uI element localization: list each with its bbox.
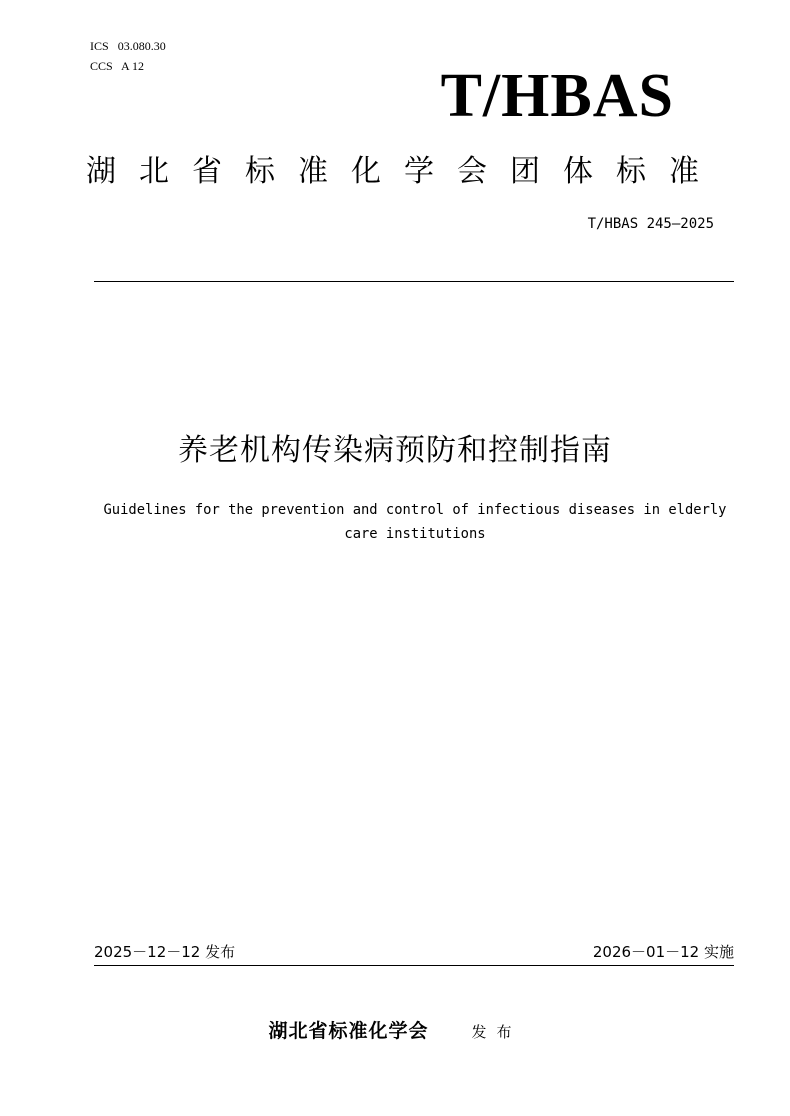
publish-date: 2025－12－12 发布 <box>94 943 236 961</box>
document-title-chinese: 养老机构传染病预防和控制指南 <box>178 433 612 468</box>
publisher-action: 发布 <box>471 1023 522 1041</box>
ics-code: 03.080.30 <box>117 39 166 53</box>
publisher-line <box>0 1017 790 1046</box>
bottom-divider <box>94 965 734 966</box>
ics-label: ICS <box>90 39 109 53</box>
publisher-name: 湖北省标准化学会 <box>268 1020 429 1042</box>
standard-number: T/HBAS 245—2025 <box>587 216 714 232</box>
top-divider <box>94 281 734 282</box>
document-title-english: Guidelines for the prevention and control of infectious diseases in elderly care institutions <box>103 502 727 542</box>
standard-type-heading: 湖北省标准化学会团体标准 <box>86 154 722 189</box>
ics-classification <box>90 39 166 53</box>
implementation-date: 2026－01－12 实施 <box>592 943 734 961</box>
ccs-code: A 12 <box>121 59 145 73</box>
organization-mark: T/HBAS <box>440 62 674 130</box>
ccs-classification <box>90 59 144 73</box>
ccs-label: CCS <box>90 59 113 73</box>
